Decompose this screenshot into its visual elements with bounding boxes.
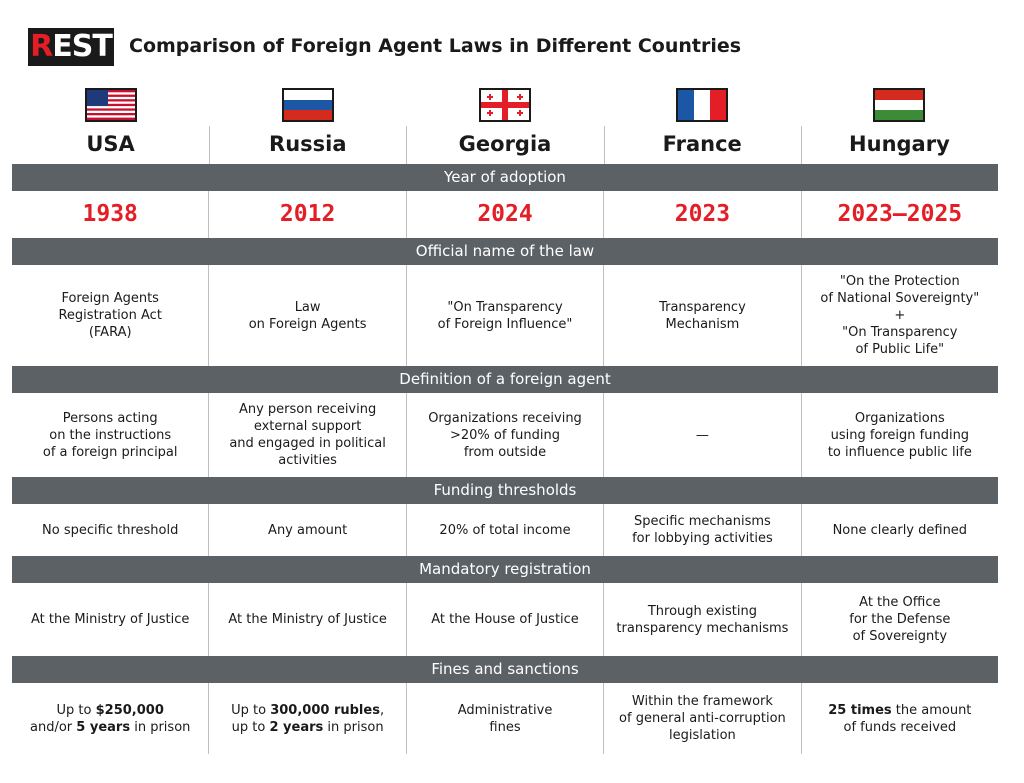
definition-cell xyxy=(603,393,800,477)
cell-emphasis: 2 years xyxy=(269,719,324,735)
cell-text: Up to xyxy=(231,702,271,718)
cell-text: in prison xyxy=(323,719,384,735)
cell-text: Up to xyxy=(56,702,96,718)
name-cell xyxy=(406,265,603,366)
cell-emphasis: 300,000 rubles xyxy=(270,702,380,718)
cell-line: from outside xyxy=(463,444,547,460)
cell-text: and/or xyxy=(30,719,77,735)
registration-cell xyxy=(208,583,405,656)
country-header-row xyxy=(12,88,998,164)
country-column-georgia xyxy=(406,88,603,164)
country-column-russia xyxy=(209,88,406,164)
cell-line: None clearly defined xyxy=(832,522,968,538)
cell-line: for lobbying activities xyxy=(632,531,773,546)
fines-cell xyxy=(603,683,800,754)
cell-line: Any person receiving xyxy=(238,402,377,417)
cell-line: legislation xyxy=(669,728,736,743)
section-header-fines: Fines and sanctions xyxy=(12,656,998,683)
registration-cell xyxy=(12,583,208,656)
name-cell xyxy=(801,265,998,366)
definition-cell xyxy=(208,393,405,477)
country-column-hungary xyxy=(801,88,998,164)
russia-flag-icon xyxy=(282,88,334,122)
cell-line: Through existing xyxy=(647,603,757,619)
name-cell xyxy=(603,265,800,366)
country-name: Hungary xyxy=(849,132,950,156)
cell-line: Registration Act xyxy=(58,308,162,323)
cell-text: the amount xyxy=(891,702,972,718)
fines-cell xyxy=(801,683,998,754)
cell-line: "On Transparency xyxy=(447,299,563,315)
country-name: USA xyxy=(86,132,135,156)
cell-line: for the Defense xyxy=(849,612,951,627)
funding-cell xyxy=(801,504,998,556)
cell-line: At the Office xyxy=(859,595,941,610)
cell-line: fines xyxy=(489,719,521,735)
row-year xyxy=(12,191,998,238)
cell-line: Law xyxy=(294,299,321,315)
row-funding xyxy=(12,504,998,556)
cell-line: to influence public life xyxy=(827,444,972,460)
comparison-table xyxy=(12,164,998,754)
cell-line: Transparency xyxy=(659,299,746,315)
fines-cell xyxy=(406,683,603,754)
country-name: Georgia xyxy=(458,132,552,156)
section-header-year: Year of adoption xyxy=(12,164,998,191)
cell-line: Specific mechanisms xyxy=(634,514,771,529)
country-name: Russia xyxy=(269,132,347,156)
definition-cell xyxy=(801,393,998,477)
cell-line: of National Sovereignty" xyxy=(820,291,980,306)
cell-line: Foreign Agents xyxy=(61,291,159,306)
rest-logo xyxy=(28,28,114,66)
definition-cell xyxy=(12,393,208,477)
registration-cell xyxy=(603,583,800,656)
funding-cell xyxy=(12,504,208,556)
country-name: France xyxy=(662,132,742,156)
cell-line: using foreign funding xyxy=(830,427,970,443)
georgia-flag-icon xyxy=(479,88,531,122)
definition-cell xyxy=(406,393,603,477)
page-title: Comparison of Foreign Agent Laws in Different Countries xyxy=(129,35,742,57)
cell-emphasis: 25 times xyxy=(828,702,892,718)
section-header-funding: Funding thresholds xyxy=(12,477,998,504)
cell-line: Any amount xyxy=(268,522,348,538)
cell-text: of funds received xyxy=(843,719,957,735)
cell-line: Within the framework xyxy=(631,694,773,709)
cell-line: 20% of total income xyxy=(439,522,571,538)
funding-cell xyxy=(208,504,405,556)
cell-line: Persons acting xyxy=(62,410,158,426)
cell-line: of a foreign principal xyxy=(42,444,178,460)
cell-line: Administrative xyxy=(457,702,553,718)
cell-line: (FARA) xyxy=(88,325,132,340)
registration-cell xyxy=(406,583,603,656)
name-cell xyxy=(12,265,208,366)
cell-line: Organizations xyxy=(854,410,945,426)
row-definition xyxy=(12,393,998,477)
cell-line: At the Ministry of Justice xyxy=(228,612,387,627)
cell-line: Mechanism xyxy=(665,316,740,332)
row-fines xyxy=(12,683,998,754)
usa-flag-icon xyxy=(85,88,137,122)
cell-line: No specific threshold xyxy=(42,522,179,538)
name-cell xyxy=(208,265,405,366)
section-header-registration: Mandatory registration xyxy=(12,556,998,583)
section-header-name: Official name of the law xyxy=(12,238,998,265)
cell-line: external support xyxy=(253,419,362,434)
cell-line: Organizations receiving xyxy=(428,410,582,426)
fines-cell xyxy=(12,683,208,754)
country-column-france xyxy=(604,88,801,164)
cell-line: — xyxy=(695,427,709,443)
year-cell: 1938 xyxy=(82,201,138,227)
row-name xyxy=(12,265,998,366)
cell-emphasis: $250,000 xyxy=(95,702,164,718)
cell-line: "On Transparency xyxy=(842,325,958,340)
cell-line: and engaged in political xyxy=(229,436,386,451)
cell-text: , xyxy=(379,702,385,718)
cell-line: activities xyxy=(278,453,337,468)
cell-line: of general anti-corruption xyxy=(619,711,786,726)
cell-line: >20% of funding xyxy=(450,427,560,443)
fines-cell xyxy=(208,683,405,754)
registration-cell xyxy=(801,583,998,656)
year-cell: 2024 xyxy=(406,191,603,238)
cell-line: on Foreign Agents xyxy=(248,316,367,332)
logo-letter-r: R xyxy=(30,29,53,64)
section-header-definition: Definition of a foreign agent xyxy=(12,366,998,393)
cell-line: "On the Protection xyxy=(839,274,960,289)
hungary-flag-icon xyxy=(873,88,925,122)
cell-line: of Public Life" xyxy=(855,342,945,357)
logo-letters: EST xyxy=(52,29,112,64)
cell-line: of Sovereignty xyxy=(852,629,948,644)
country-column-usa xyxy=(12,88,209,164)
cell-text: in prison xyxy=(130,719,191,735)
cell-line: At the House of Justice xyxy=(431,612,579,627)
cell-line: of Foreign Influence" xyxy=(437,316,573,332)
cell-line: At the Ministry of Justice xyxy=(30,612,190,627)
cell-emphasis: 5 years xyxy=(76,719,131,735)
cell-line: transparency mechanisms xyxy=(616,620,789,636)
cell-line: on the instructions xyxy=(49,427,172,443)
france-flag-icon xyxy=(676,88,728,122)
funding-cell xyxy=(603,504,800,556)
year-cell: 2012 xyxy=(208,191,405,238)
year-cell: 2023–2025 xyxy=(801,191,998,238)
funding-cell xyxy=(406,504,603,556)
cell-line: + xyxy=(894,308,906,323)
cell-text: up to xyxy=(231,719,270,735)
row-registration xyxy=(12,583,998,656)
year-cell: 2023 xyxy=(603,191,800,238)
